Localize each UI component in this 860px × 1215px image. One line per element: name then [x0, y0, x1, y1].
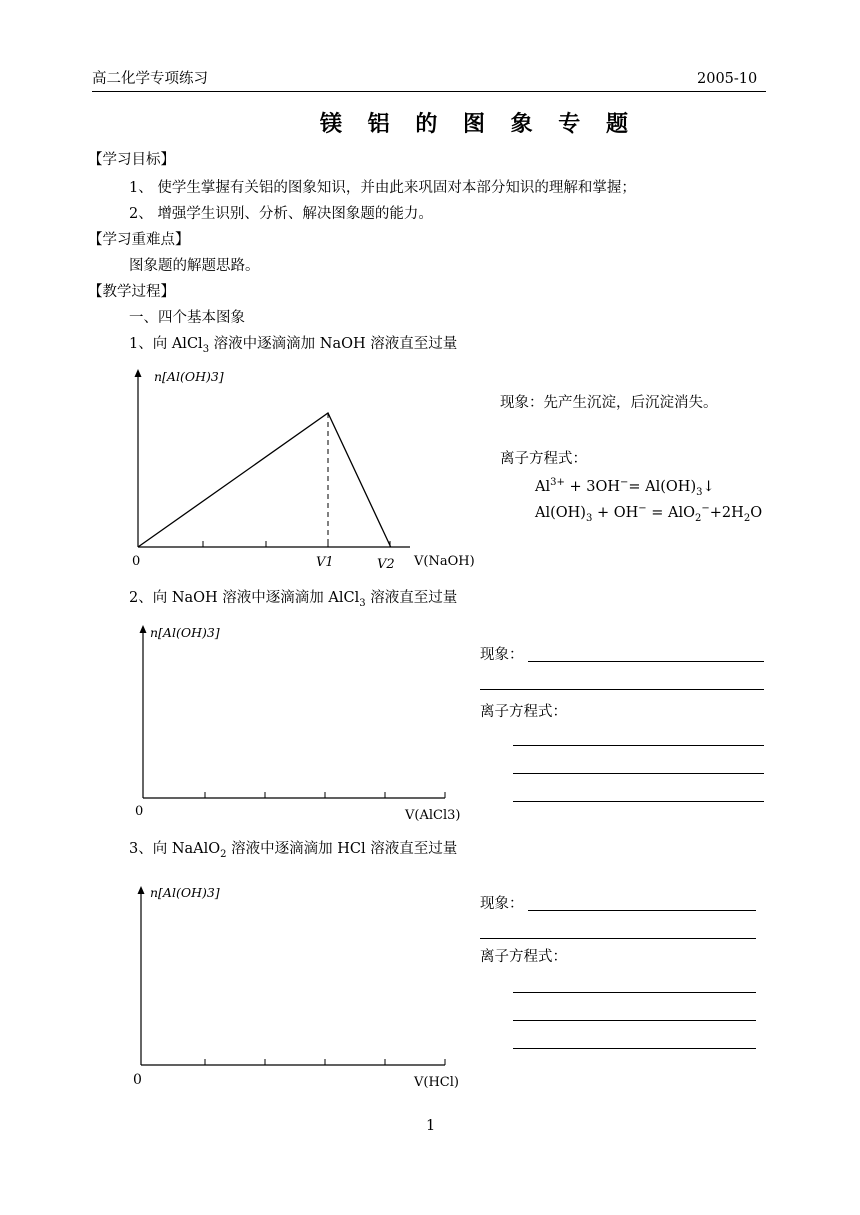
- problem-3-phenomenon-label: 现象：: [480, 896, 524, 912]
- problem-2-title: 2、向 NaOH 溶液中逐滴滴加 AlCl$_3$ 溶液直至过量: [129, 590, 458, 609]
- problem-1-equation-1: $Al^{3+} + 3OH^-=$ $Al(OH)_3↓$: [535, 477, 715, 498]
- header-left: 高二化学专项练习: [92, 71, 208, 87]
- graph-3-x-label: V(HCl): [414, 1075, 459, 1090]
- page-title: 镁 铝 的 图 象 专 题: [320, 111, 637, 137]
- header-rule: [92, 91, 766, 92]
- graph-1-y-label: n[Al(OH)3]: [154, 369, 224, 384]
- graph-1-x-label: V(NaOH): [414, 554, 475, 569]
- graph-1-y-arrow: [135, 369, 142, 377]
- graph-2-x-label: V(AlCl3): [405, 808, 461, 823]
- problem-2-phenomenon-blank: [528, 661, 764, 662]
- section-title: 一、四个基本图象: [129, 310, 245, 326]
- graph-1-origin: 0: [132, 554, 141, 569]
- problem-3-phenomenon-blank-2: [480, 938, 756, 939]
- objective-item-2: 2、 增强学生识别、分析、解决图象题的能力。: [129, 206, 433, 222]
- graph-2-y-arrow: [140, 625, 147, 633]
- header-right: 2005-10: [697, 71, 758, 87]
- problem-2-equation-blank-3: [513, 801, 764, 802]
- page-number: 1: [426, 1118, 436, 1134]
- graph-1-v2-label: V2: [377, 557, 395, 572]
- problem-2-equation-blank-2: [513, 773, 764, 774]
- objectives-heading: 【学习目标】: [88, 152, 175, 168]
- problem-3-phenomenon-blank: [528, 910, 756, 911]
- keypoints-text: 图象题的解题思路。: [129, 258, 260, 274]
- keypoints-heading: 【学习重难点】: [88, 232, 190, 248]
- graph-3-y-arrow: [138, 886, 145, 894]
- graph-2-origin: 0: [135, 804, 144, 819]
- graph-3-origin: 0: [133, 1072, 142, 1088]
- problem-2-phenomenon-label: 现象：: [480, 647, 524, 663]
- graph-2-y-label: n[Al(OH)3]: [150, 625, 220, 640]
- problem-1-title: 1、向 AlCl$_3$ 溶液中逐滴滴加 NaOH 溶液直至过量: [129, 336, 458, 355]
- problem-2-equation-label: 离子方程式：: [480, 704, 567, 720]
- problem-2-equation-blank-1: [513, 745, 764, 746]
- problem-1-equation-label: 离子方程式：: [500, 451, 587, 467]
- process-heading: 【教学过程】: [88, 284, 175, 300]
- problem-3-title: 3、向 NaAlO$_2$ 溶液中逐滴滴加 HCl 溶液直至过量: [129, 841, 458, 860]
- graph-3-y-label: n[Al(OH)3]: [150, 885, 220, 900]
- objective-item-1: 1、 使学生掌握有关铝的图象知识，并由此来巩固对本部分知识的理解和掌握；: [129, 180, 636, 196]
- graph-3: [120, 880, 470, 1092]
- problem-3-equation-blank-2: [513, 1020, 756, 1021]
- problem-2-phenomenon-blank-2: [480, 689, 764, 690]
- graph-1-curve: [138, 413, 391, 547]
- problem-1-phenomenon: 现象：先产生沉淀，后沉淀消失。: [500, 395, 718, 411]
- problem-1-equation-2: $Al(OH)_3 + OH^- = AlO_2^-+2H_2O$: [535, 503, 763, 524]
- graph-2: [120, 620, 470, 830]
- graph-1: [120, 365, 490, 575]
- problem-3-equation-blank-1: [513, 992, 756, 993]
- problem-3-equation-label: 离子方程式：: [480, 949, 567, 965]
- problem-3-equation-blank-3: [513, 1048, 756, 1049]
- graph-1-v1-label: V1: [316, 555, 334, 570]
